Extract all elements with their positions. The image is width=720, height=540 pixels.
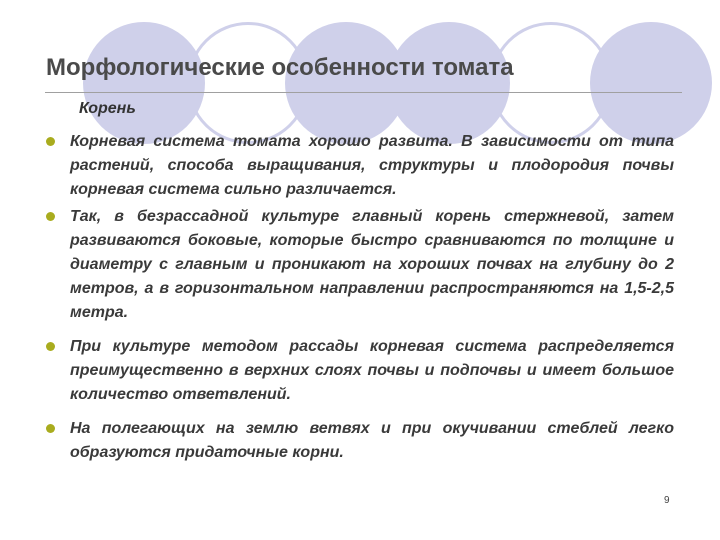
bullet-item (46, 417, 674, 465)
bullet-text: При культуре методом рассады корневая система распределяется преимущественно в верхних слоях почвы и подпочвы и имеет большое количество ответвлений. (70, 338, 674, 403)
bullet-dot-icon (46, 342, 55, 351)
bullet-dot-icon (46, 137, 55, 146)
section-subheading: Корень (79, 100, 136, 117)
bullet-text: На полегающих на землю ветвях и при окучивании стеблей легко образуются придаточные корни. (70, 420, 674, 461)
bullet-item (46, 205, 674, 325)
bullet-dot-icon (46, 424, 55, 433)
bullet-text: Так, в безрассадной культуре главный корень стержневой, затем развиваются боковые, которые быстро сравниваются по толщине и диаметру с главным и проникают на хороших почвах на глубину до 2 метров, а в горизонтальном направлении распространяются на 1,5-2,5 метра. (70, 208, 674, 321)
bullet-list (46, 130, 674, 465)
bullet-text: Корневая система томата хорошо развита. В зависимости от типа растений, способа выращивания, структуры и плодородия почвы корневая система сильно различается. (70, 133, 674, 198)
title-divider (45, 92, 682, 93)
slide-title: Морфологические особенности томата (46, 54, 514, 81)
decor-circle-6 (590, 22, 712, 144)
bullet-item (46, 335, 674, 407)
bullet-dot-icon (46, 212, 55, 221)
bullet-item (46, 130, 674, 202)
page-number: 9 (664, 495, 670, 506)
